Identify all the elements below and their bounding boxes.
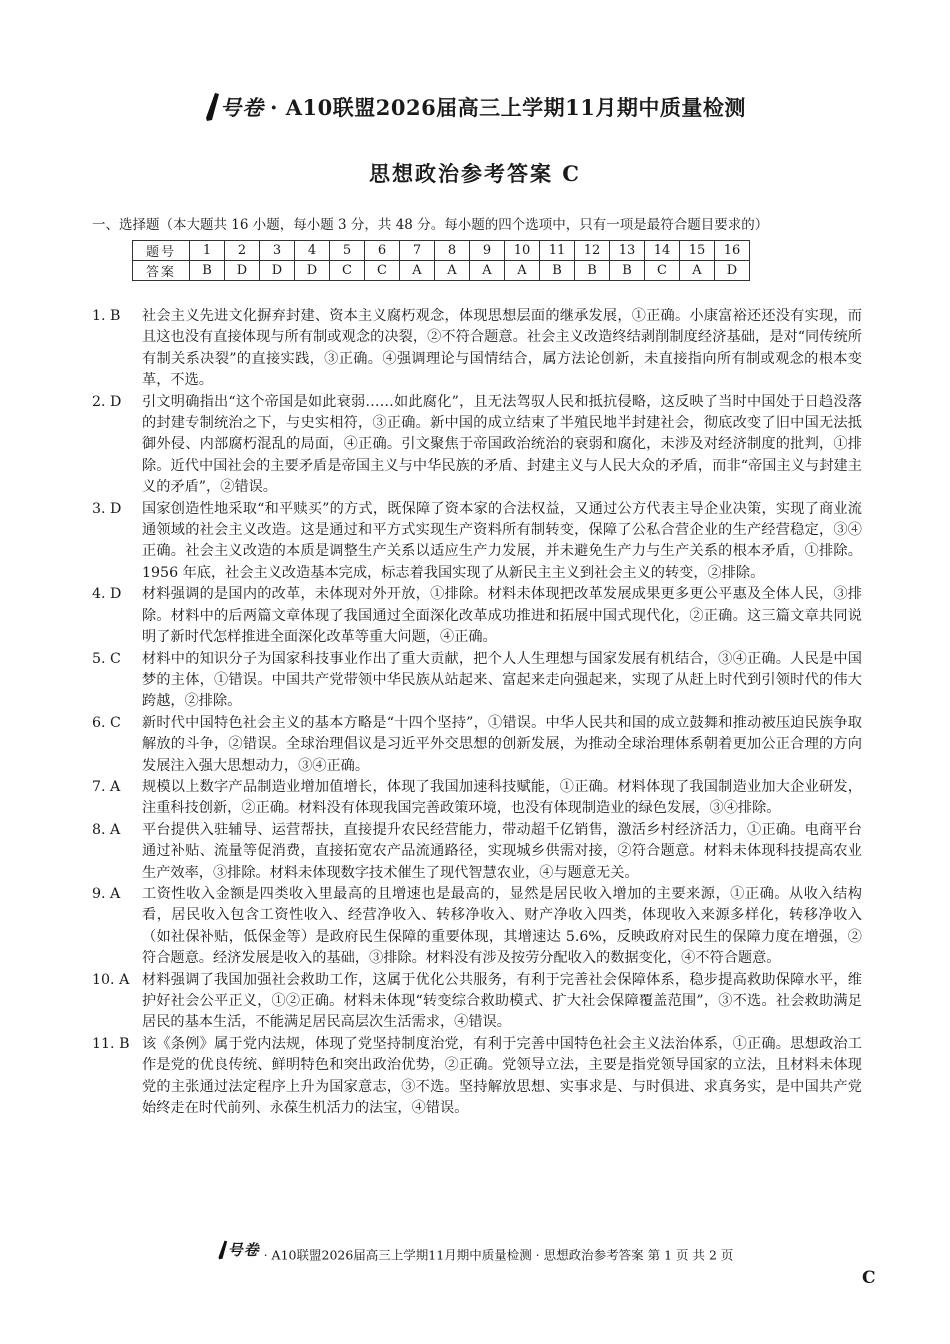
item-text: 材料强调了我国加强社会救助工作，这属于优化公共服务，有利于完善社会保障体系，稳步提高救助保障水平，维护好社会公平正义，①②正确。材料未体现“转变综合救助模式、扩大社会保障覆盖范围”，③不选。社会救助满足居民的基本生活，不能满足居民高层次生活需求，④错误。: [142, 971, 862, 1031]
question-number-cell: 12: [575, 241, 610, 261]
answer-cell: B: [575, 261, 610, 281]
answer-cell: D: [295, 261, 330, 281]
answer-cell: B: [540, 261, 575, 281]
explanation-item: [92, 777, 862, 820]
question-number-cell: 10: [505, 241, 540, 261]
brush-stroke-icon: [217, 1240, 228, 1260]
section-heading: 一、选择题（本大题共 16 小题，每小题 3 分，共 48 分。每小题的四个选项中，只有一项是最符合题目要求的）: [92, 217, 769, 233]
item-number: 4. D: [92, 586, 122, 603]
question-number-cell: 2: [225, 241, 260, 261]
brand-logo: [204, 92, 264, 122]
question-number-cell: 14: [645, 241, 680, 261]
title-line: [204, 92, 746, 122]
question-number-cell: 16: [715, 241, 750, 261]
footer-text: · A10联盟2026届高三上学期11月期中质量检测 · 思想政治参考答案 第 1 页 共 2 页: [263, 1247, 734, 1263]
item-text: 平台提供入驻辅导、运营帮扶，直接提升农民经营能力，带动超千亿销售，激活乡村经济活力，①正确。电商平台通过补贴、流量等促消费，直接拓宽农产品流通路径，实现城乡供需对接，②符合题意。材料未体现科技提高农业生产效率，③排除。材料未体现数字技术催生了现代智慧农业，④与题意无关。: [142, 821, 862, 881]
answer-cell: D: [715, 261, 750, 281]
question-number-cell: 6: [365, 241, 400, 261]
answer-cell: D: [225, 261, 260, 281]
explanation-item: [92, 1034, 862, 1120]
question-number-cell: 13: [610, 241, 645, 261]
item-number: 9. A: [92, 885, 121, 902]
footer-logo-text: 号卷: [227, 1241, 260, 1259]
answer-cell: A: [505, 261, 540, 281]
answer-cell: A: [400, 261, 435, 281]
item-text: 材料强调的是国内的改革，未体现对外开放，①排除。材料未体现把改革发展成果更多更公平惠及全体人民，③排除。材料中的后两篇文章体现了我国通过全面深化改革成功推进和拓展中国式现代化，②正确。这三篇文章共同说明了新时代怎样推进全面深化改革等重大问题，④正确。: [142, 586, 862, 646]
question-number-cell: 5: [330, 241, 365, 261]
answer-cell: A: [470, 261, 505, 281]
item-number: 2. D: [92, 393, 122, 410]
explanation-item: [92, 392, 862, 499]
item-text: 工资性收入金额是四类收入里最高的且增速也是最高的，显然是居民收入增加的主要来源，①正确。从收入结构看，居民收入包含工资性收入、经营净收入、转移净收入、财产净收入四类，体现收入来源多样化，转移净收入（如社保补贴，低保金等）是政府民生保障的重要体现，其增速达 5.6%，反映政府对民生的保障力度在增强，②符合题意。经济发展是收入的基础，③排除。材料没有涉及按劳分配收入的数据变化，④不符合题意。: [142, 885, 862, 967]
question-number-cell: 4: [295, 241, 330, 261]
page-footer: [0, 1239, 950, 1264]
page-subtitle: 思想政治参考答案 C: [368, 161, 582, 186]
item-number: 11. B: [92, 1035, 130, 1052]
explanation-item: [92, 970, 862, 1034]
explanation-list: [92, 306, 862, 1119]
question-number-cell: 3: [260, 241, 295, 261]
item-text: 该《条例》属于党内法规，体现了党坚持制度治党，有利于完善中国特色社会主义法治体系，①正确。思想政治工作是党的优良传统、鲜明特色和突出政治优势，②正确。党领导立法，主要是指党领导国家的立法，且材料未体现党的主张通过法定程序上升为国家意志，③不选。坚持解放思想、实事求是、与时俱进、求真务实，是中国共产党始终走在时代前列、永葆生机活力的法宝，④错误。: [142, 1035, 862, 1117]
version-mark: C: [862, 1268, 876, 1288]
brand-logo-text: 号卷: [220, 95, 265, 120]
explanation-item: [92, 499, 862, 585]
answer-cell: B: [610, 261, 645, 281]
footer-logo: [217, 1239, 260, 1260]
item-number: 3. D: [92, 500, 122, 517]
explanation-item: [92, 713, 862, 777]
brush-stroke-icon: [204, 92, 220, 122]
answer-table: [132, 240, 750, 281]
explanation-item: [92, 649, 862, 713]
explanation-item: [92, 820, 862, 884]
item-text: 国家创造性地采取“和平赎买”的方式，既保障了资本家的合法权益，又通过公方代表主导企业决策，实现了商业流通领域的社会主义改造。这是通过和平方式实现生产资料所有制转变，保障了公私合营企业的生产经营稳定，③④正确。社会主义改造的本质是调整生产关系以适应生产力发展，并未避免生产力与生产关系的根本矛盾，①排除。1956 年底，社会主义改造基本完成，标志着我国实现了从新民主主义到社会主义的转变，②排除。: [142, 500, 862, 581]
answer-cell: A: [680, 261, 715, 281]
answer-cell: D: [260, 261, 295, 281]
item-text: 引文明确指出“这个帝国是如此衰弱……如此腐化”，且无法驾驭人民和抵抗侵略，这反映了当时中国处于日趋没落的封建专制统治之下，与史实相符，③正确。新中国的成立结束了半殖民地半封建社会，彻底改变了旧中国无法抵御外侵、内部腐朽混乱的局面，④正确。引文聚焦于帝国政治统治的衰弱和腐化，未涉及对经济制度的批判，①排除。近代中国社会的主要矛盾是帝国主义与中华民族的矛盾、封建主义与人民大众的矛盾，而非“帝国主义与封建主义的矛盾”，②错误。: [142, 393, 862, 496]
answer-cell: C: [365, 261, 400, 281]
answer-cell: C: [330, 261, 365, 281]
question-number-cell: 8: [435, 241, 470, 261]
item-number: 8. A: [92, 821, 121, 838]
question-number-cell: 9: [470, 241, 505, 261]
answer-table-number-row: [133, 241, 750, 261]
row-label-question-number: 题号: [133, 241, 190, 261]
explanation-item: [92, 584, 862, 648]
item-number: 6. C: [92, 714, 121, 731]
explanation-item: [92, 884, 862, 970]
question-number-cell: 7: [400, 241, 435, 261]
row-label-answer: 答案: [133, 261, 190, 281]
page-header: [0, 92, 950, 126]
answer-cell: A: [435, 261, 470, 281]
item-text: 材料中的知识分子为国家科技事业作出了重大贡献，把个人人生理想与国家发展有机结合，③④正确。人民是中国梦的主体，①错误。中国共产党带领中华民族从站起来、富起来走向强起来，实现了从赶上时代到引领时代的伟大跨越，②排除。: [142, 650, 862, 710]
answer-cell: B: [190, 261, 225, 281]
item-number: 1. B: [92, 308, 121, 324]
page-title: · A10联盟2026届高三上学期11月期中质量检测: [270, 95, 746, 120]
question-number-cell: 11: [540, 241, 575, 261]
item-number: 7. A: [92, 778, 121, 795]
item-number: 10. A: [92, 971, 130, 988]
explanation-item: [92, 306, 862, 392]
answer-cell: C: [645, 261, 680, 281]
item-text: 社会主义先进文化摒弃封建、资本主义腐朽观念，体现思想层面的继承发展，①正确。小康富裕还还没有实现，而且这也没有直接体现与所有制或观念的决裂，②不符合题意。社会主义改造终结剥削制度经济基础，是对“同传统所有制关系决裂”的直接实践，③正确。④强调理论与国情结合，属方法论创新，未直接指向所有制或观念的根本变革，不选。: [142, 308, 862, 389]
question-number-cell: 15: [680, 241, 715, 261]
item-text: 规模以上数字产品制造业增加值增长，体现了我国加速科技赋能，①正确。材料体现了我国制造业加大企业研发，注重科技创新，②正确。材料没有体现我国完善政策环境，也没有体现制造业的绿色发展，③④排除。: [142, 778, 862, 817]
item-number: 5. C: [92, 650, 121, 667]
question-number-cell: 1: [190, 241, 225, 261]
item-text: 新时代中国特色社会主义的基本方略是“十四个坚持”，①错误。中华人民共和国的成立鼓舞和推动被压迫民族争取解放的斗争，②错误。全球治理倡议是习近平外交思想的创新发展，为推动全球治理体系朝着更加公正合理的方向发展注入强大思想动力，③④正确。: [142, 714, 862, 774]
answer-table-answer-row: [133, 261, 750, 281]
